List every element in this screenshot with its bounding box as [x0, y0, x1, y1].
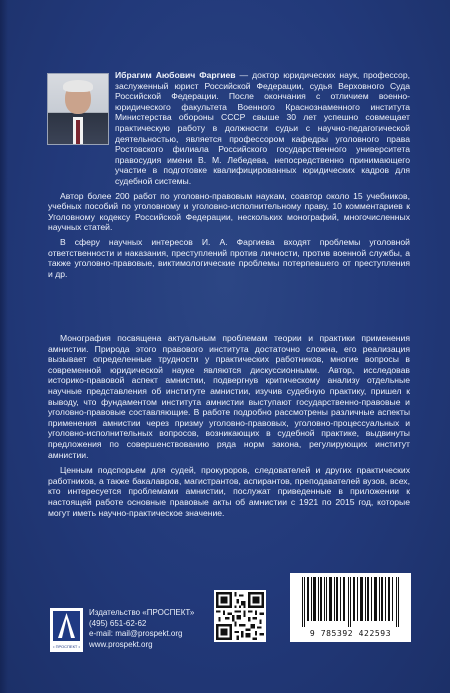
qr-code-pattern	[216, 592, 264, 640]
publisher-name: Издательство «ПРОСПЕКТ»	[89, 608, 195, 617]
book-abstract	[48, 333, 410, 523]
author-bio	[48, 70, 410, 283]
isbn-number: 9 785392 422593	[309, 629, 392, 638]
author-works: Автор более 200 работ по уголовно-правовым наукам, соавтор около 15 учебников, учебных пособий по уголовному и уголовно-исполнительному праву, 10 комментариев к Уголовному кодексу Российской Федерации, нескольких монографий, многочисленных научных статей.	[48, 190, 410, 233]
logo-text: • ПРОСПЕКТ •	[53, 644, 80, 649]
publisher-website[interactable]: www.prospekt.org	[89, 639, 153, 649]
prospekt-logo	[50, 608, 83, 652]
qr-code	[214, 590, 266, 642]
author-interests: В сферу научных интересов И. А. Фаргиева входят проблемы уголовной ответственности и наказания, преступлений против личности, против военной службы, а также уголовно-правовые, виктимологические проблемы потерпевшего от преступления и др.	[48, 236, 410, 279]
publisher-email[interactable]: e-mail: mail@prospekt.org	[89, 629, 183, 639]
barcode-bars	[290, 573, 411, 629]
author-name: Ибрагим Аюбович Фаргиев	[115, 70, 236, 80]
abstract-paragraph-1: Монография посвящена актуальным проблемам теории и практики применения амнистии. Природа этого правового института достаточно сложна, его реализация вызывает определенные трудности у практических работников, многие вопросы в современной юридической науке являются дискуссионными. Автор, исследовав историко-правовой аспект амнистии, подвергнув критическому анализу отдельные научные представления об институте амнистии, изучив судебную практику, пришел к выводу, что фундаментом института амнистии выступают государственно-правовые и уголовно-правовые составляющие. В работе подробно рассмотрены различные аспекты применения амнистии через призму уголовно-правовых, уголовно-процессуальных и уголовно-исполнительных вопросов, возникающих в судебной практике, выдвинуты предложения по совершенствованию ряда норм закона, регулирующих институт амнистии.	[48, 333, 410, 460]
publisher-phone: (495) 651-62-62	[89, 618, 147, 628]
abstract-paragraph-2: Ценным подспорьем для судей, прокуроров, следователей и других практических работников, а также бакалавров, магистрантов, аспирантов, преподавателей вузов, всех, кто интересуется проблемами амнистии, послужат приведенные в приложении к настоящей работе основные правовые акты об амнистии с 1921 по 2015 год, которые могут иметь научно-практическое значение.	[48, 465, 410, 518]
publisher-info	[89, 608, 194, 650]
author-bio-text: — доктор юридических наук, профессор, заслуженный юрист Российской Федерации, судья Верховного Суда Российской Федерации. После окончания с отличием военно-юридического факультета Военного Краснознаменного института Министерства обороны СССР свыше 30 лет успешно совмещает практическую работу в должности судьи с научно-педагогической деятельностью, является профессором кафедры уголовного права Ростовского филиала Российского государственного университета правосудия имени В. М. Лебедева, непосредственно принимающего участие в подготовке квалифицированных юридических кадров для судебной системы.	[115, 70, 411, 186]
isbn-barcode	[290, 573, 411, 642]
